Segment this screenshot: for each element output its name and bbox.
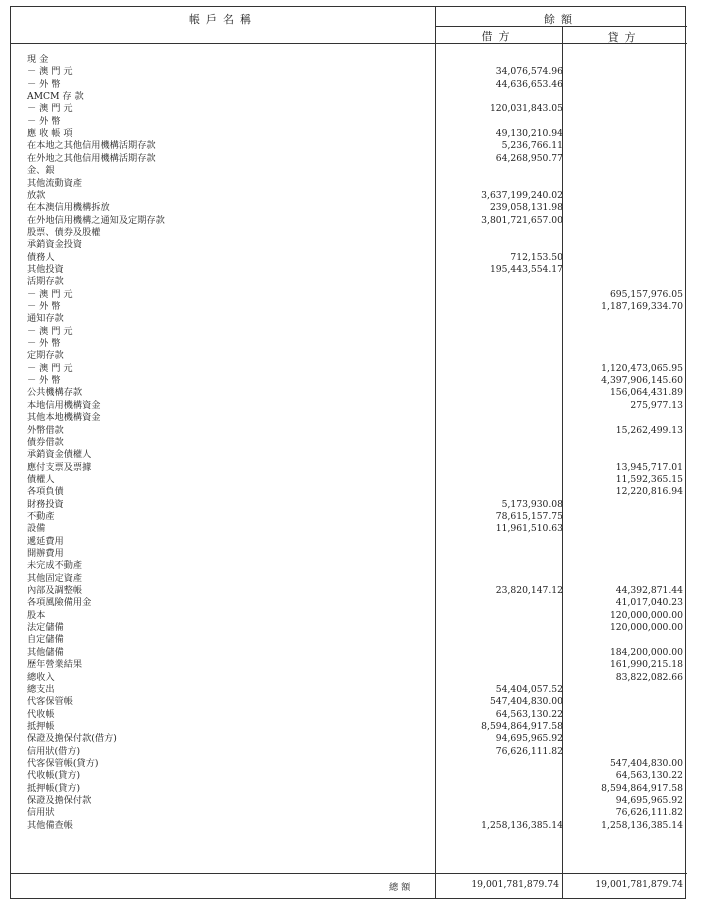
account-name-cell: 其他投資 [27, 263, 64, 275]
table-row [11, 684, 687, 696]
table-row [11, 696, 687, 708]
account-name-cell: － 澳 門 元 [27, 288, 73, 300]
account-name-cell: 放款 [27, 189, 46, 201]
table-row [11, 400, 687, 412]
table-row [11, 387, 687, 399]
account-name-cell: 各項風險備用金 [27, 597, 92, 609]
table-row [11, 276, 687, 288]
credit-cell: 8,594,864,917.58 [601, 782, 683, 794]
table-row [11, 412, 687, 424]
table-row [11, 820, 687, 832]
account-name-cell: 承銷資金投資 [27, 239, 83, 251]
account-name-cell: 開辦費用 [27, 548, 64, 559]
table-row [11, 770, 687, 782]
table-row [11, 140, 687, 152]
account-name-cell: 財務投資 [27, 498, 64, 510]
account-name-cell: 自定儲備 [27, 634, 64, 646]
account-name-cell: 通知存款 [27, 313, 64, 325]
table-row [11, 449, 687, 461]
credit-cell: 44,392,871.44 [615, 585, 683, 597]
account-name-cell: 未完成不動產 [27, 560, 83, 572]
account-name-cell: 總收入 [27, 671, 55, 683]
debit-cell: 712,153.50 [510, 251, 563, 263]
table-row [11, 178, 687, 190]
table-row [11, 252, 687, 264]
table-row [11, 733, 687, 745]
table-row [11, 91, 687, 103]
table-row [11, 511, 687, 523]
account-name-cell: 股本 [27, 609, 46, 621]
account-name-cell: 在外地信用機構之通知及定期存款 [27, 214, 165, 226]
credit-header: 貸方 [607, 31, 642, 44]
account-name-cell: 在本地之其他信用機構活期存款 [27, 140, 156, 152]
credit-cell: 15,262,499.13 [615, 424, 683, 436]
debit-cell: 8,594,864,917.58 [481, 720, 563, 732]
debit-cell: 195,443,554.17 [489, 263, 563, 275]
table-row [11, 128, 687, 140]
account-name-cell: 保證及擔保付款 [27, 795, 92, 806]
table-row [11, 548, 687, 560]
credit-cell: 695,157,976.05 [609, 288, 683, 300]
table-row [11, 66, 687, 78]
table-row [11, 190, 687, 202]
credit-cell: 41,017,040.23 [615, 597, 683, 609]
account-name-cell: 信用狀 [27, 807, 55, 819]
credit-cell: 94,695,965.92 [615, 795, 683, 806]
account-name-cell: 其他固定資產 [27, 572, 83, 584]
account-name-cell: 本地信用機構資金 [27, 399, 101, 411]
account-name-cell: 應 收 帳 項 [27, 128, 73, 140]
account-name-cell: 外幣借款 [27, 424, 64, 436]
debit-cell: 3,801,721,657.00 [481, 214, 563, 226]
table-row [11, 54, 687, 66]
credit-cell: 184,200,000.00 [609, 646, 683, 658]
account-name-cell: 不動產 [27, 510, 55, 522]
table-row [11, 313, 687, 325]
account-name-cell: 公共機構存款 [27, 387, 83, 399]
account-name-cell: 現 金 [27, 54, 49, 65]
credit-cell: 120,000,000.00 [609, 622, 683, 634]
table-row [11, 350, 687, 362]
table-row [11, 103, 687, 115]
credit-cell: 4,397,906,145.60 [601, 375, 683, 387]
table-row [11, 709, 687, 721]
account-name-cell: － 澳 門 元 [27, 66, 73, 78]
account-name-cell: 債券借款 [27, 436, 64, 448]
credit-cell: 275,977.13 [630, 399, 683, 411]
table-row [11, 721, 687, 733]
debit-cell: 547,404,830.00 [489, 696, 563, 708]
account-name-cell: 信用狀(借方) [27, 745, 81, 757]
table-row [11, 597, 687, 609]
account-name-cell: 抵押帳(貸方) [27, 782, 81, 794]
table-row [11, 746, 687, 758]
table-row [11, 523, 687, 535]
table-row [11, 536, 687, 548]
account-name-cell: AMCM 存 款 [27, 91, 84, 103]
table-row [11, 585, 687, 597]
credit-cell: 1,120,473,065.95 [601, 362, 683, 374]
account-name-cell: 抵押帳 [27, 720, 55, 732]
debit-cell: 76,626,111.82 [495, 745, 563, 757]
account-name-header: 帳戶名稱 [189, 13, 257, 26]
account-name-cell: － 外 幣 [27, 78, 61, 90]
debit-cell: 120,031,843.05 [489, 103, 563, 115]
debit-cell: 49,130,210.94 [495, 128, 563, 140]
credit-cell: 11,592,365.15 [615, 473, 683, 485]
debit-cell: 64,268,950.77 [495, 152, 563, 164]
table-row [11, 437, 687, 449]
total-rule [11, 873, 687, 874]
account-name-cell: 內部及調整帳 [27, 585, 83, 597]
table-row [11, 486, 687, 498]
credit-cell: 1,187,169,334.70 [601, 301, 683, 312]
table-row [11, 239, 687, 251]
account-name-cell: 承銷資金債權人 [27, 449, 92, 461]
account-name-cell: 法定儲備 [27, 622, 64, 634]
table-row [11, 289, 687, 301]
table-row [11, 634, 687, 646]
table-row [11, 79, 687, 91]
table-row [11, 375, 687, 387]
table-row [11, 215, 687, 227]
account-name-cell: － 外 幣 [27, 375, 61, 387]
account-name-cell: 定期存款 [27, 350, 64, 362]
debit-cell: 5,173,930.08 [501, 498, 563, 510]
debit-cell: 5,236,766.11 [501, 140, 563, 152]
account-name-cell: 其他本地機構資金 [27, 412, 101, 424]
account-name-cell: 債務人 [27, 251, 55, 263]
account-name-cell: － 澳 門 元 [27, 325, 73, 337]
account-name-cell: 活期存款 [27, 276, 64, 288]
debit-cell: 94,695,965.92 [495, 733, 563, 745]
table-row [11, 425, 687, 437]
total-credit: 19,001,781,879.74 [595, 879, 683, 890]
credit-cell: 1,258,136,385.14 [601, 819, 683, 831]
account-name-cell: 遞延費用 [27, 535, 64, 547]
credit-cell: 64,563,130.22 [615, 770, 683, 782]
credit-cell: 13,945,717.01 [615, 461, 683, 473]
table-row [11, 462, 687, 474]
debit-cell: 3,637,199,240.02 [481, 189, 563, 201]
account-name-cell: 金、銀 [27, 165, 55, 177]
account-name-cell: － 外 幣 [27, 115, 61, 127]
total-debit: 19,001,781,879.74 [471, 879, 559, 890]
account-name-cell: 應付支票及票據 [27, 461, 92, 473]
debit-cell: 34,076,574.96 [495, 66, 563, 78]
account-name-cell: 其他儲備 [27, 646, 64, 658]
table-row [11, 202, 687, 214]
header-divider [435, 26, 687, 27]
table-row [11, 783, 687, 795]
account-name-cell: 在外地之其他信用機構活期存款 [27, 152, 156, 164]
debit-cell: 78,615,157.75 [495, 510, 563, 522]
table-row [11, 807, 687, 819]
credit-cell: 161,990,215.18 [609, 659, 683, 671]
credit-cell: 76,626,111.82 [615, 807, 683, 819]
table-row [11, 165, 687, 177]
account-name-cell: － 外 幣 [27, 301, 61, 312]
table-row [11, 326, 687, 338]
table-row [11, 795, 687, 807]
account-name-cell: 總支出 [27, 683, 55, 695]
credit-cell: 12,220,816.94 [615, 486, 683, 498]
account-name-cell: 在本澳信用機構拆放 [27, 202, 110, 214]
account-name-cell: 代客保管帳(貸方) [27, 757, 99, 769]
debit-cell: 44,636,653.46 [495, 78, 563, 90]
debit-cell: 64,563,130.22 [495, 708, 563, 720]
table-row [11, 560, 687, 572]
table-row [11, 499, 687, 511]
account-name-cell: 歷年營業結果 [27, 659, 83, 671]
debit-cell: 239,058,131.98 [489, 202, 563, 214]
total-label: 總 額 [389, 882, 411, 893]
account-name-cell: 其他備查帳 [27, 819, 73, 831]
balance-sheet-table [10, 6, 686, 899]
table-row [11, 227, 687, 239]
account-name-cell: 代收帳 [27, 708, 55, 720]
table-row [11, 338, 687, 350]
account-name-cell: 其他流動資產 [27, 177, 83, 189]
table-row [11, 301, 687, 313]
table-row [11, 363, 687, 375]
debit-header: 借方 [481, 30, 516, 43]
debit-cell: 54,404,057.52 [495, 683, 563, 695]
table-row [11, 672, 687, 684]
balance-header: 餘額 [544, 13, 578, 26]
table-row [11, 610, 687, 622]
account-name-cell: 代收帳(貸方) [27, 770, 81, 782]
table-row [11, 622, 687, 634]
account-name-cell: － 澳 門 元 [27, 362, 73, 374]
debit-cell: 1,258,136,385.14 [481, 819, 563, 831]
account-name-cell: － 澳 門 元 [27, 103, 73, 115]
table-row [11, 659, 687, 671]
table-row [11, 474, 687, 486]
credit-cell: 83,822,082.66 [615, 671, 683, 683]
account-name-cell: 債權人 [27, 473, 55, 485]
credit-cell: 156,064,431.89 [609, 387, 683, 399]
header-bottom-rule [11, 43, 687, 44]
account-name-cell: 代客保管帳 [27, 696, 73, 708]
table-row [11, 647, 687, 659]
account-name-cell: 保證及擔保付款(借方) [27, 733, 117, 745]
table-row [11, 573, 687, 585]
account-name-cell: 股票、債券及股權 [27, 226, 101, 238]
credit-cell: 547,404,830.00 [609, 757, 683, 769]
table-row [11, 153, 687, 165]
table-row [11, 116, 687, 128]
account-name-cell: 各項負債 [27, 486, 64, 498]
debit-cell: 23,820,147.12 [495, 585, 563, 597]
account-name-cell: 設備 [27, 523, 46, 535]
table-row [11, 264, 687, 276]
debit-cell: 11,961,510.63 [495, 523, 563, 535]
account-name-cell: － 外 幣 [27, 338, 61, 350]
table-row [11, 758, 687, 770]
credit-cell: 120,000,000.00 [609, 609, 683, 621]
